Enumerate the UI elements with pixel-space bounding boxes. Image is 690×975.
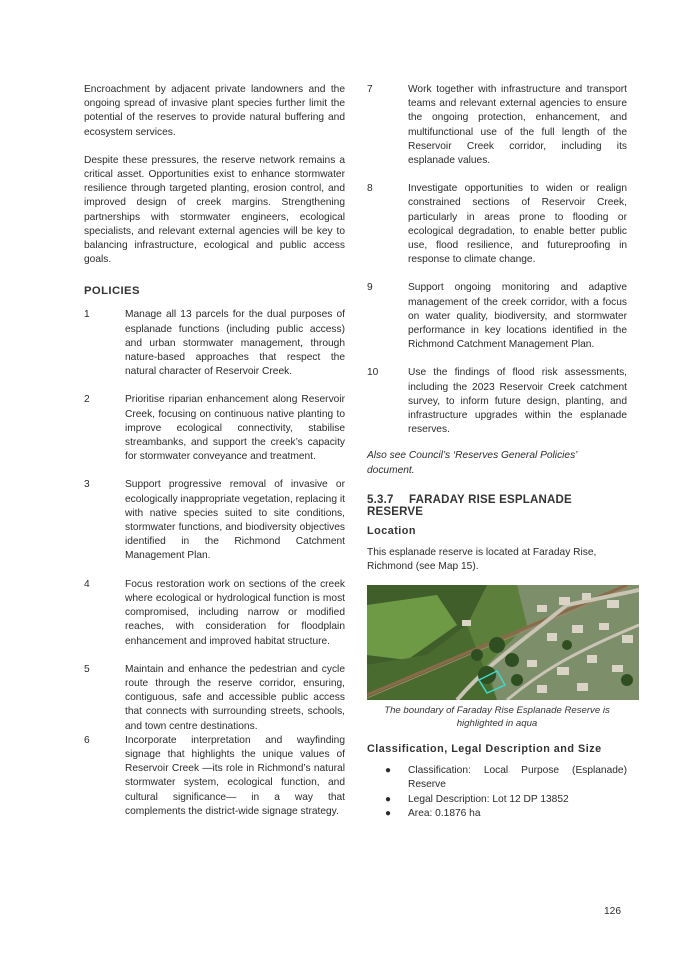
policy-number: 4 [84,578,90,590]
policy-number: 7 [367,84,373,95]
bullet-text: Legal Description: Lot 12 DP 13852 [408,793,569,805]
policy-item [84,308,345,379]
policy-text: Support ongoing monitoring and adaptive management of the creek corridor, with a focus on water quality, biodiversity, and stormwater performance in key locations identified in the Richmond Catchment Management Plan. [408,282,627,351]
policy-number: 8 [367,183,373,195]
policies-heading: POLICIES [84,285,140,298]
policy-text: Use the findings of flood risk assessments, including the 2023 Reservoir Creek catchment survey, to inform future design, planting, and infrastructure upgrades within the esplanade reserves. [408,367,627,436]
policy-text: Incorporate interpretation and wayfinding signage that highlights the unique values of Reservoir Creek —its role in Richmond’s natural stormwater system, ecological function, and cultural significance— in a way that complements the district-wide signage strategy. [125,734,345,817]
policy-item [84,478,345,563]
policy-number: 2 [84,394,90,406]
left-column [84,83,345,819]
policy-item [84,734,345,819]
aerial-map-image [367,585,639,700]
policy-item [84,393,345,464]
bullet-icon: ● [385,807,392,819]
page-number: 126 [604,906,621,917]
policy-item [367,83,627,168]
location-heading: Location [367,524,416,537]
section-title: FARADAY RISE ESPLANADE RESERVE [367,493,572,518]
list-item [367,764,627,792]
section-number: 5.3.7 [367,493,394,506]
policy-item [367,182,627,267]
policy-number: 1 [84,309,90,321]
policy-number: 5 [84,663,90,675]
policy-item [367,366,627,437]
list-item [367,793,627,807]
policy-text: Maintain and enhance the pedestrian and cycle route through the reserve corridor, ensuring, contiguous, safe and accessible public access that connects with surrounding streets, schools, and town centre destinations. [125,663,345,732]
list-item [367,807,627,821]
location-text: This esplanade reserve is located at Faraday Rise, Richmond (see Map 15). [367,546,597,573]
aerial-photo-svg [367,585,639,700]
policies-note: Also see Council’s ‘Reserves General Policies’ document. [367,450,577,476]
right-column [367,83,627,821]
intro-paragraph-2: Despite these pressures, the reserve network remains a critical asset. Opportunities exist to enhance stormwater resilience through targeted planting, erosion control, and improved design of creek margins. Strengthening partnerships with stormwater engineers, ecological specialists, and relevant external agencies will be key to balancing infrastructure, ecological and public access goals. [84,154,345,266]
policy-item [84,578,345,649]
map-caption: The boundary of Faraday Rise Esplanade Reserve is highlighted in aqua [384,705,610,730]
policy-number: 3 [84,479,90,491]
policy-text: Prioritise riparian enhancement along Reservoir Creek, focusing on continuous native planting to improve ecological connectivity, stabilise streambanks, and support the creek’s capacity for stormwater conveyance and treatment. [125,394,345,463]
section-heading [367,494,627,518]
classification-heading: Classification, Legal Description and Size [367,743,602,756]
classification-list [367,764,627,821]
policy-text: Investigate opportunities to widen or realign constrained sections of Reservoir Creek, particularly in areas prone to flooding or ecological degradation, to enable better public use, flood resilience, and futureproofing in response to climate change. [408,183,627,266]
policy-number: 6 [84,734,90,746]
policy-item [367,281,627,352]
policy-number: 9 [367,282,373,294]
policy-text: Work together with infrastructure and transport teams and relevant external agencies to ensure the ongoing protection, enhancement, and multifunctional use of the full length of the Reservoir Creek corridor, including its esplanade values. [408,84,627,167]
bullet-text: Classification: Local Purpose (Esplanade) Reserve [408,765,627,791]
bullet-icon: ● [385,765,392,777]
intro-paragraph-1: Encroachment by adjacent private landowners and the ongoing spread of invasive plant species further limit the potential of the reserves to provide natural buffering and ecosystem services. [84,84,345,138]
bullet-text: Area: 0.1876 ha [408,807,481,819]
policy-text: Focus restoration work on sections of the creek where ecological or hydrological function is most compromised, including narrow or modified reaches, with consideration for floodplain enhancement and improved habitat structure. [125,578,345,647]
policy-number: 10 [367,367,379,379]
bullet-icon: ● [385,793,392,805]
policy-item [84,663,345,734]
policy-text: Support progressive removal of invasive or ecologically inappropriate vegetation, replacing it with native species suited to site conditions, stormwater functions, and biodiversity objectives identified in the Richmond Catchment Management Plan. [125,479,345,562]
policy-text: Manage all 13 parcels for the dual purposes of esplanade functions (including public access) and urban stormwater management, through nature-based approaches that respect the natural character of Reservoir Creek. [125,309,345,378]
